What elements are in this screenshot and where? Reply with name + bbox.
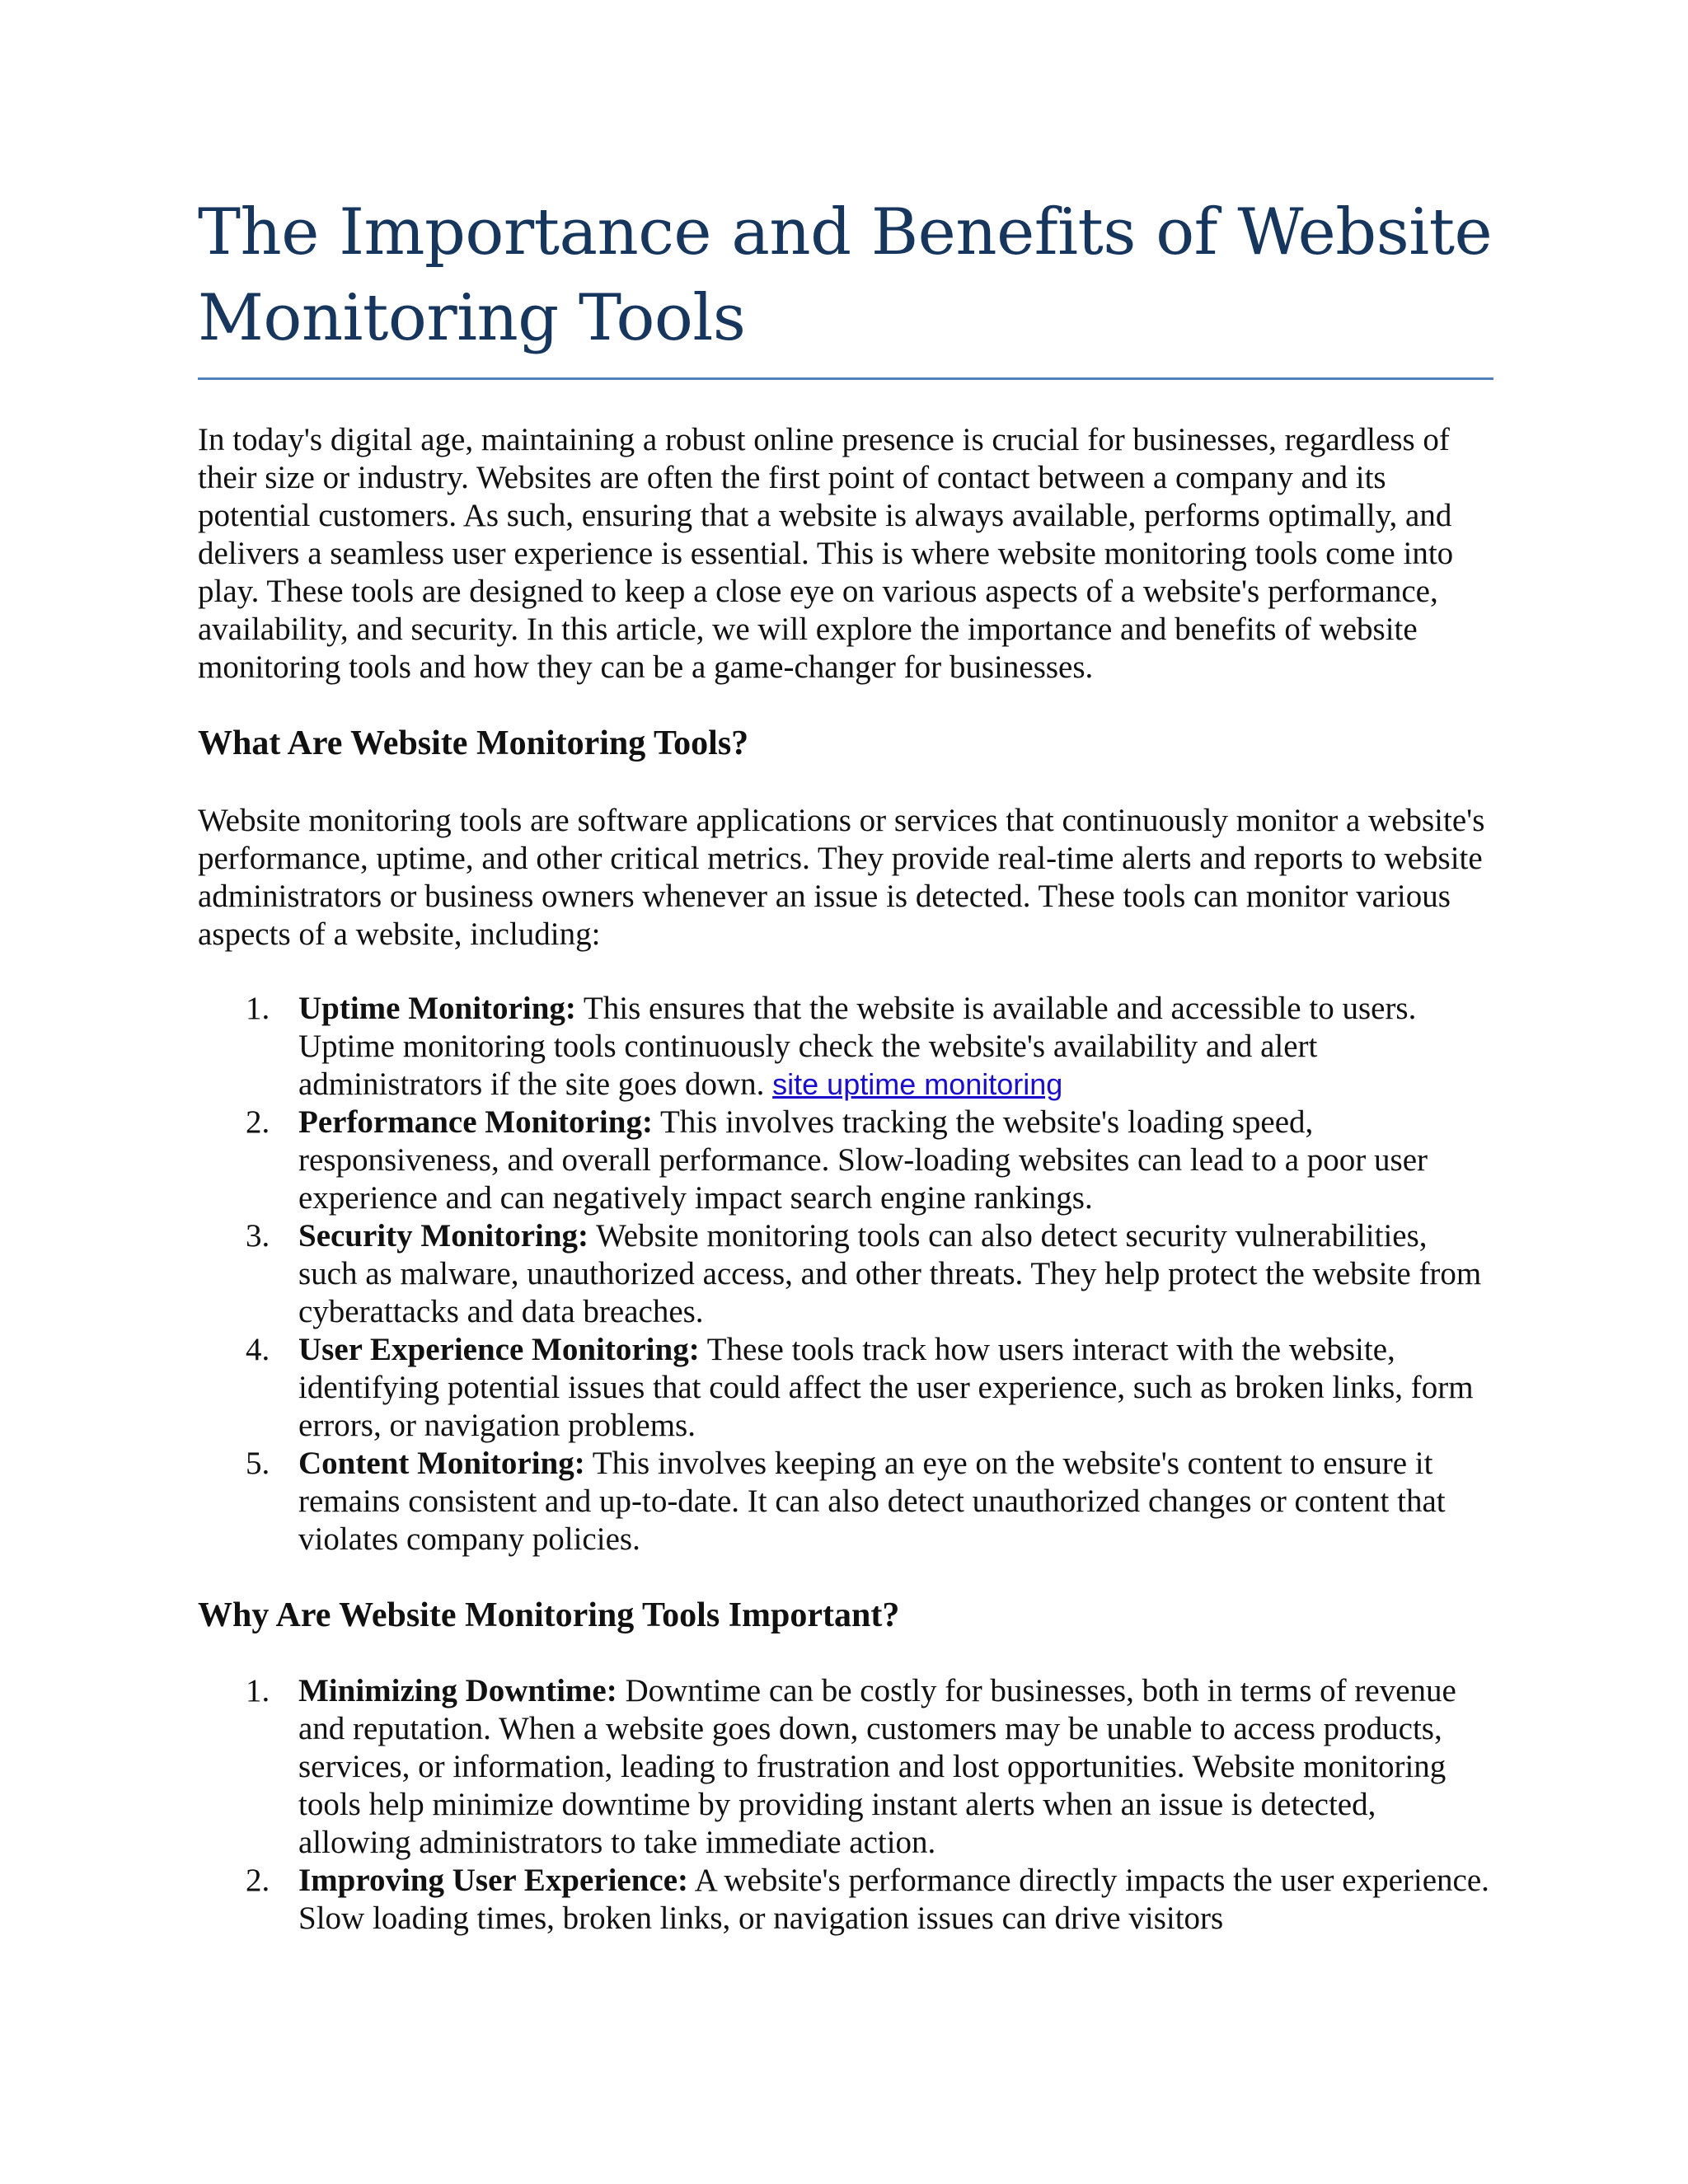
- list-item-label: Minimizing Downtime:: [298, 1673, 617, 1708]
- list-item-label: Content Monitoring:: [298, 1446, 585, 1481]
- list-item: [198, 1862, 1493, 1938]
- document-page: [198, 190, 1493, 1938]
- section-heading-why-important: Why Are Website Monitoring Tools Important?: [198, 1596, 900, 1634]
- page-title: The Importance and Benefits of Website Monitoring Tools: [198, 190, 1493, 380]
- list-item: [198, 1104, 1493, 1217]
- section-heading-what-are: What Are Website Monitoring Tools?: [198, 724, 749, 762]
- list-item: [198, 1217, 1493, 1331]
- list-item-label: Uptime Monitoring:: [298, 991, 576, 1026]
- list-item-text: This involves tracking the website's loading speed, responsiveness, and overall performance. Slow-loading websites can lead to a poor user experience and can negatively impact search engine rankings.: [298, 1104, 1428, 1216]
- list-item-text: Downtime can be costly for businesses, both in terms of revenue and reputation. When a website goes down, customers may be unable to access products, services, or information, leading to frustration and lost opportunities. Website monitoring tools help minimize downtime by providing instant alerts when an issue is detected, allowing administrators to take immediate action.: [298, 1673, 1456, 1860]
- list-item-label: Security Monitoring:: [298, 1218, 589, 1254]
- list-item-text: These tools track how users interact with the website, identifying potential issues that could affect the user experience, such as broken links, form errors, or navigation problems.: [298, 1332, 1474, 1443]
- list-item-text: This ensures that the website is available and accessible to users. Uptime monitoring tools continuously check the website's availability and alert administrators if the site goes down.: [298, 991, 1417, 1102]
- intro-paragraph: In today's digital age, maintaining a robust online presence is crucial for businesses, regardless of their size or industry. Websites are often the first point of contact between a company and its potential customers. As such, ensuring that a website is always available, performs optimally, and delivers a seamless user experience is essential. This is where website monitoring tools come into play. These tools are designed to keep a close eye on various aspects of a website's performance, availability, and security. In this article, we will explore the importance and benefits of website monitoring tools and how they can be a game-changer for businesses.: [198, 422, 1454, 685]
- list-item: [198, 990, 1493, 1104]
- list-item-label: Improving User Experience:: [298, 1863, 689, 1898]
- list-item-number: 2.: [246, 1863, 270, 1898]
- list-item-text: Website monitoring tools can also detect security vulnerabilities, such as malware, unauthorized access, and other threats. They help protect the website from cyberattacks and data breaches.: [298, 1218, 1482, 1329]
- list-item: [198, 1445, 1493, 1558]
- list-item: [198, 1331, 1493, 1445]
- list-item-text: This involves keeping an eye on the website's content to ensure it remains consistent and up-to-date. It can also detect unauthorized changes or content that violates company policies.: [298, 1446, 1446, 1557]
- list-item-number: 4.: [246, 1332, 270, 1367]
- monitoring-types-list: [198, 990, 1493, 1558]
- section-body-what-are: Website monitoring tools are software applications or services that continuously monitor a website's performance, uptime, and other critical metrics. They provide real-time alerts and reports to website administrators or business owners whenever an issue is detected. These tools can monitor various aspects of a website, including:: [198, 803, 1485, 952]
- list-item-number: 3.: [246, 1218, 270, 1254]
- list-item-number: 1.: [246, 991, 270, 1026]
- list-item-number: 2.: [246, 1104, 270, 1140]
- list-item-label: User Experience Monitoring:: [298, 1332, 700, 1367]
- list-item-number: 1.: [246, 1673, 270, 1708]
- site-uptime-monitoring-link[interactable]: site uptime monitoring: [772, 1067, 1063, 1101]
- list-item-label: Performance Monitoring:: [298, 1104, 653, 1140]
- list-item-text: A website's performance directly impacts the user experience. Slow loading times, broken links, or navigation issues can drive visitors: [298, 1863, 1489, 1936]
- list-item: [198, 1672, 1493, 1862]
- importance-list: [198, 1672, 1493, 1938]
- list-item-number: 5.: [246, 1446, 270, 1481]
